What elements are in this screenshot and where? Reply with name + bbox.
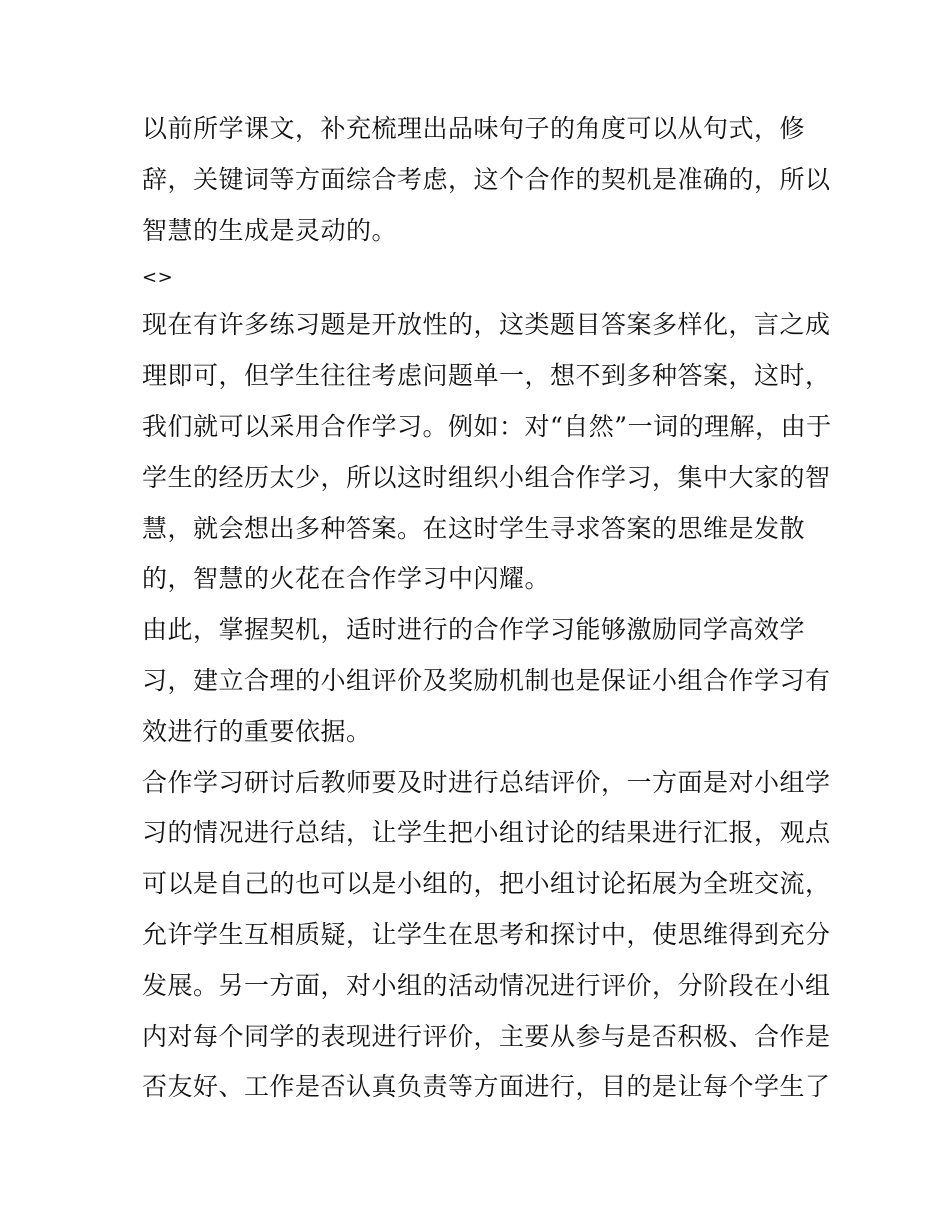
text-line: 理即可，但学生往往考虑问题单一，想不到多种答案，这时， [142,361,831,391]
text-line: 由此，掌握契机，适时进行的合作学习能够激励同学高效学 [142,615,806,645]
document-body [142,104,832,1113]
marker-text: <> [142,267,174,289]
section-marker [142,256,814,300]
text-line: 慧，就会想出多种答案。在这时学生寻求答案的思维是发散 [142,513,806,543]
text-line: 可以是自己的也可以是小组的，把小组讨论拓展为全班交流， [142,869,831,899]
text-line: 内对每个同学的表现进行评价，主要从参与是否积极、合作是 [142,1021,831,1051]
paragraph-2 [142,300,832,605]
text-line: 我们就可以采用合作学习。例如：对“自然”一词的理解，由于 [142,411,832,441]
text-line: 习的情况进行总结，让学生把小组讨论的结果进行汇报，观点 [142,818,831,848]
paragraph-4 [142,758,831,1114]
text-line: 发展。另一方面，对小组的活动情况进行评价，分阶段在小组 [142,970,831,1000]
text-line: 效进行的重要依据。 [142,716,372,746]
text-line: 合作学习研讨后教师要及时进行总结评价，一方面是对小组学 [142,767,831,797]
text-line: 否友好、工作是否认真负责等方面进行，目的是让每个学生了 [142,1072,831,1102]
text-line: 习，建立合理的小组评价及奖励机制也是保证小组合作学习有 [142,665,831,695]
text-line: 以前所学课文，补充梳理出品味句子的角度可以从句式，修 [142,114,806,143]
paragraph-1 [142,104,831,256]
paragraph-3 [142,605,831,757]
text-line: 智慧的生成是灵动的。 [142,215,398,245]
text-line: 现在有许多练习题是开放性的，这类题目答案多样化，言之成 [142,310,831,340]
text-line: 学生的经历太少，所以这时组织小组合作学习，集中大家的智 [142,462,831,492]
text-line: 的，智慧的火花在合作学习中闪耀。 [142,564,551,594]
text-line: 允许学生互相质疑，让学生在思考和探讨中，使思维得到充分 [142,919,831,949]
text-line: 辞，关键词等方面综合考虑，这个合作的契机是准确的，所以 [142,164,831,194]
